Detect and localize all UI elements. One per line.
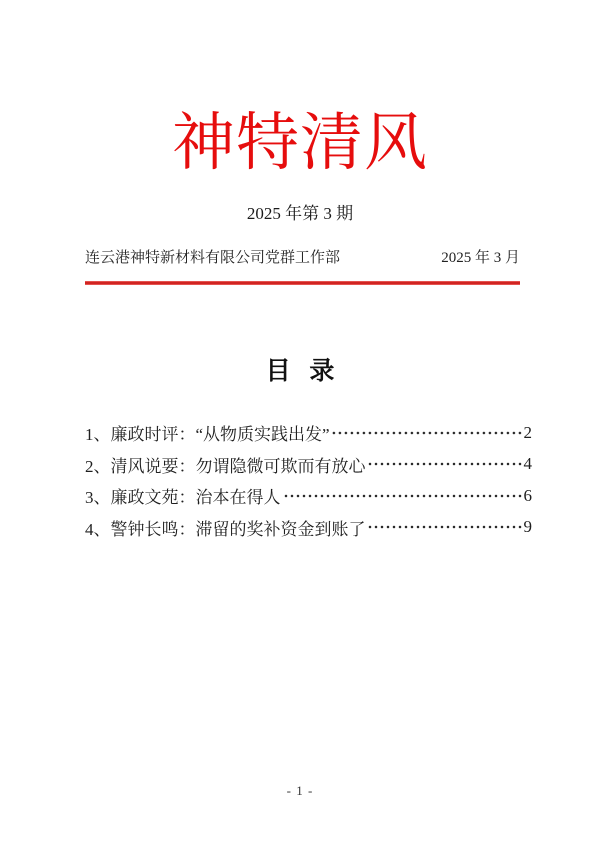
toc-item[interactable] bbox=[85, 512, 532, 544]
toc-item-page: 2 bbox=[523, 422, 532, 442]
publisher-name: 连云港神特新材料有限公司党群工作部 bbox=[85, 250, 341, 266]
toc-heading: 目 录 bbox=[265, 358, 335, 385]
toc-item-title: 廉政文苑：治本在得人 bbox=[110, 488, 281, 508]
publisher-row bbox=[85, 249, 520, 267]
toc-leader-dots bbox=[367, 512, 523, 544]
toc-item-page: 6 bbox=[523, 485, 532, 505]
newsletter-title: 神特清风 bbox=[172, 108, 428, 178]
toc-item-number: 2、 bbox=[85, 456, 111, 476]
toc-leader-dots bbox=[367, 449, 523, 481]
toc-item-page: 9 bbox=[523, 517, 532, 537]
toc-leader-dots bbox=[282, 480, 523, 512]
toc-item[interactable] bbox=[85, 417, 532, 449]
toc-item-number: 3、 bbox=[85, 488, 111, 508]
page-footer-number: - 1 - bbox=[286, 783, 314, 798]
toc-item-number: 4、 bbox=[85, 519, 111, 539]
toc-item-title: 廉政时评：“从物质实践出发” bbox=[110, 425, 330, 445]
toc-item-number: 1、 bbox=[85, 425, 111, 445]
toc-list bbox=[85, 417, 532, 543]
publish-date: 2025 年 3 月 bbox=[441, 250, 520, 266]
toc-item-title: 警钟长鸣：滞留的奖补资金到账了 bbox=[110, 519, 366, 539]
toc-item[interactable] bbox=[85, 480, 532, 512]
divider-rule bbox=[85, 281, 520, 285]
toc-item[interactable] bbox=[85, 449, 532, 481]
toc-item-page: 4 bbox=[523, 454, 532, 474]
toc-leader-dots bbox=[331, 417, 523, 449]
issue-line: 2025 年第 3 期 bbox=[246, 204, 354, 223]
toc-item-title: 清风说要：勿谓隐微可欺而有放心 bbox=[110, 456, 366, 476]
